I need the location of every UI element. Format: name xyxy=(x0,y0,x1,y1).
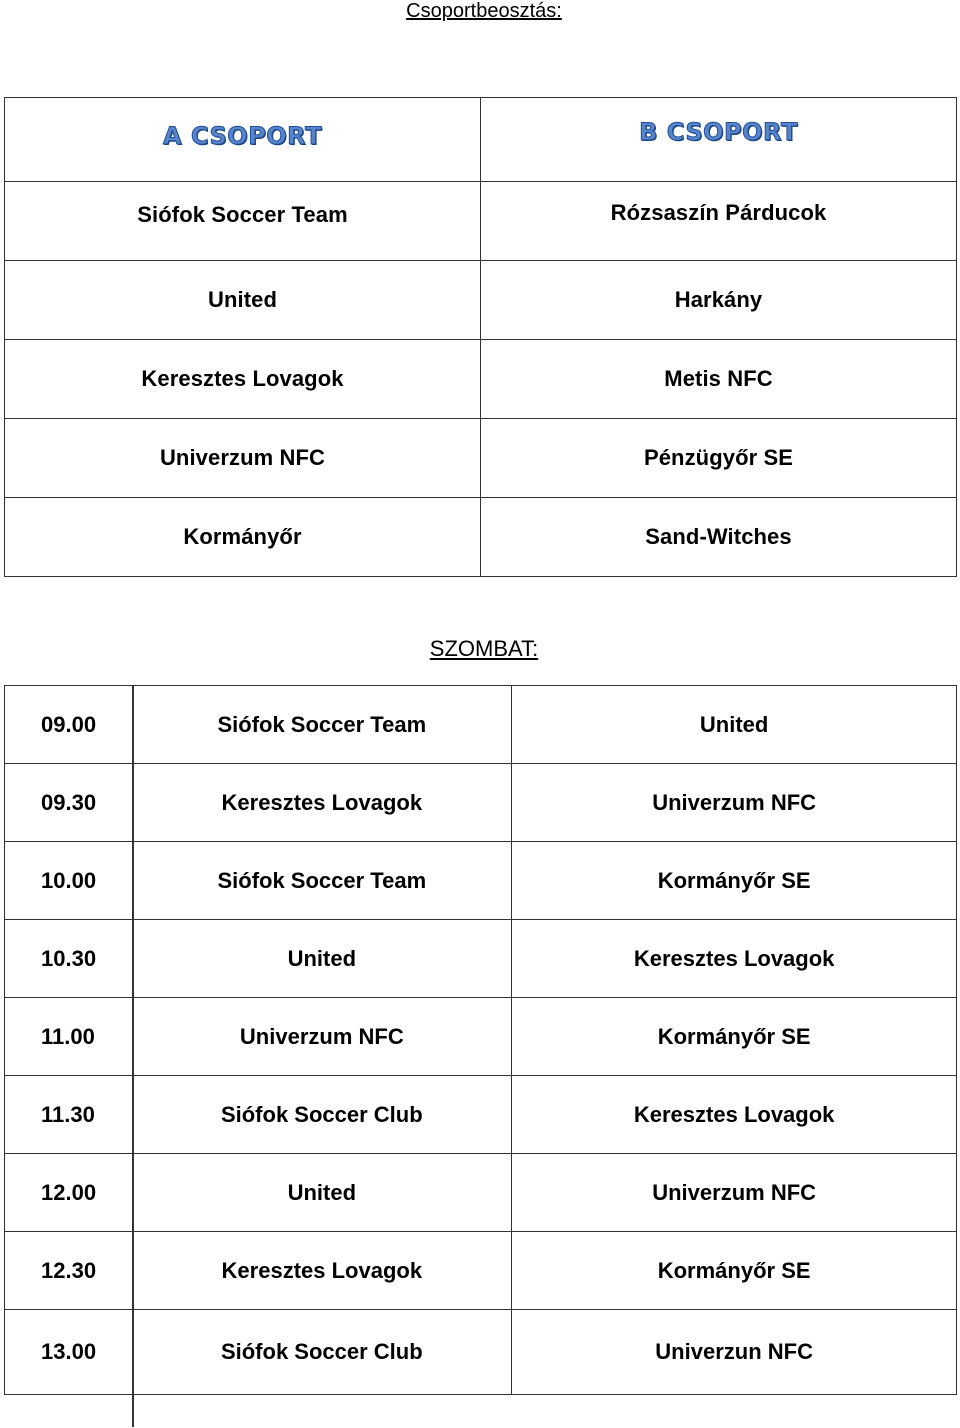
match-row xyxy=(5,920,957,998)
group-b-header-cell xyxy=(481,98,957,182)
time-column-divider xyxy=(132,685,134,1427)
match-time: 13.00 xyxy=(5,1310,133,1395)
match-away-team: Kormányőr SE xyxy=(512,998,957,1076)
match-home-team: United xyxy=(132,920,511,998)
match-away-team: Keresztes Lovagok xyxy=(512,920,957,998)
match-time: 12.00 xyxy=(5,1154,133,1232)
match-time: 10.30 xyxy=(5,920,133,998)
match-row xyxy=(5,998,957,1076)
match-home-team: United xyxy=(132,1154,511,1232)
group-a-team: United xyxy=(5,261,481,340)
group-b-team: Pénzügyőr SE xyxy=(481,419,957,498)
match-time: 12.30 xyxy=(5,1232,133,1310)
match-away-team: Univerzum NFC xyxy=(512,1154,957,1232)
group-a-team: Univerzum NFC xyxy=(5,419,481,498)
groups-row xyxy=(5,182,957,261)
match-row xyxy=(5,1310,957,1395)
match-away-team: United xyxy=(512,686,957,764)
group-a-team: Keresztes Lovagok xyxy=(5,340,481,419)
groups-header-row xyxy=(5,98,957,182)
match-away-team: Univerzun NFC xyxy=(512,1310,957,1395)
match-time: 11.30 xyxy=(5,1076,133,1154)
match-time: 11.00 xyxy=(5,998,133,1076)
match-home-team: Siófok Soccer Team xyxy=(132,686,511,764)
group-a-team-name: Siófok Soccer Team xyxy=(137,202,348,227)
group-a-title: A CSOPORT xyxy=(163,121,322,150)
match-row xyxy=(5,1076,957,1154)
match-row xyxy=(5,686,957,764)
match-time: 09.30 xyxy=(5,764,133,842)
match-away-team: Kormányőr SE xyxy=(512,1232,957,1310)
groups-row xyxy=(5,261,957,340)
groups-row xyxy=(5,419,957,498)
match-away-team: Univerzum NFC xyxy=(512,764,957,842)
match-time: 09.00 xyxy=(5,686,133,764)
groups-row xyxy=(5,340,957,419)
group-b-title: B CSOPORT xyxy=(639,117,798,146)
match-row xyxy=(5,764,957,842)
group-a-team: Kormányőr xyxy=(5,498,481,577)
group-b-team: Harkány xyxy=(481,261,957,340)
group-b-team: Metis NFC xyxy=(481,340,957,419)
day-heading: SZOMBAT: xyxy=(429,636,539,661)
match-row xyxy=(5,842,957,920)
match-row xyxy=(5,1154,957,1232)
group-a-header-cell xyxy=(5,98,481,182)
groups-row xyxy=(5,498,957,577)
match-home-team: Siófok Soccer Team xyxy=(132,842,511,920)
group-a-team xyxy=(5,182,481,261)
match-away-team: Kormányőr SE xyxy=(512,842,957,920)
document-title: Csoportbeosztás: xyxy=(406,0,562,22)
match-time: 10.00 xyxy=(5,842,133,920)
match-home-team: Siófok Soccer Club xyxy=(132,1076,511,1154)
schedule-table xyxy=(4,685,957,1395)
match-home-team: Keresztes Lovagok xyxy=(132,1232,511,1310)
group-b-team-name: Rózsaszín Párducok xyxy=(610,200,827,225)
match-away-team: Keresztes Lovagok xyxy=(512,1076,957,1154)
match-home-team: Siófok Soccer Club xyxy=(132,1310,511,1395)
match-home-team: Univerzum NFC xyxy=(132,998,511,1076)
group-b-team xyxy=(481,182,957,261)
group-b-team: Sand-Witches xyxy=(481,498,957,577)
match-home-team: Keresztes Lovagok xyxy=(132,764,511,842)
groups-table xyxy=(4,97,957,577)
match-row xyxy=(5,1232,957,1310)
